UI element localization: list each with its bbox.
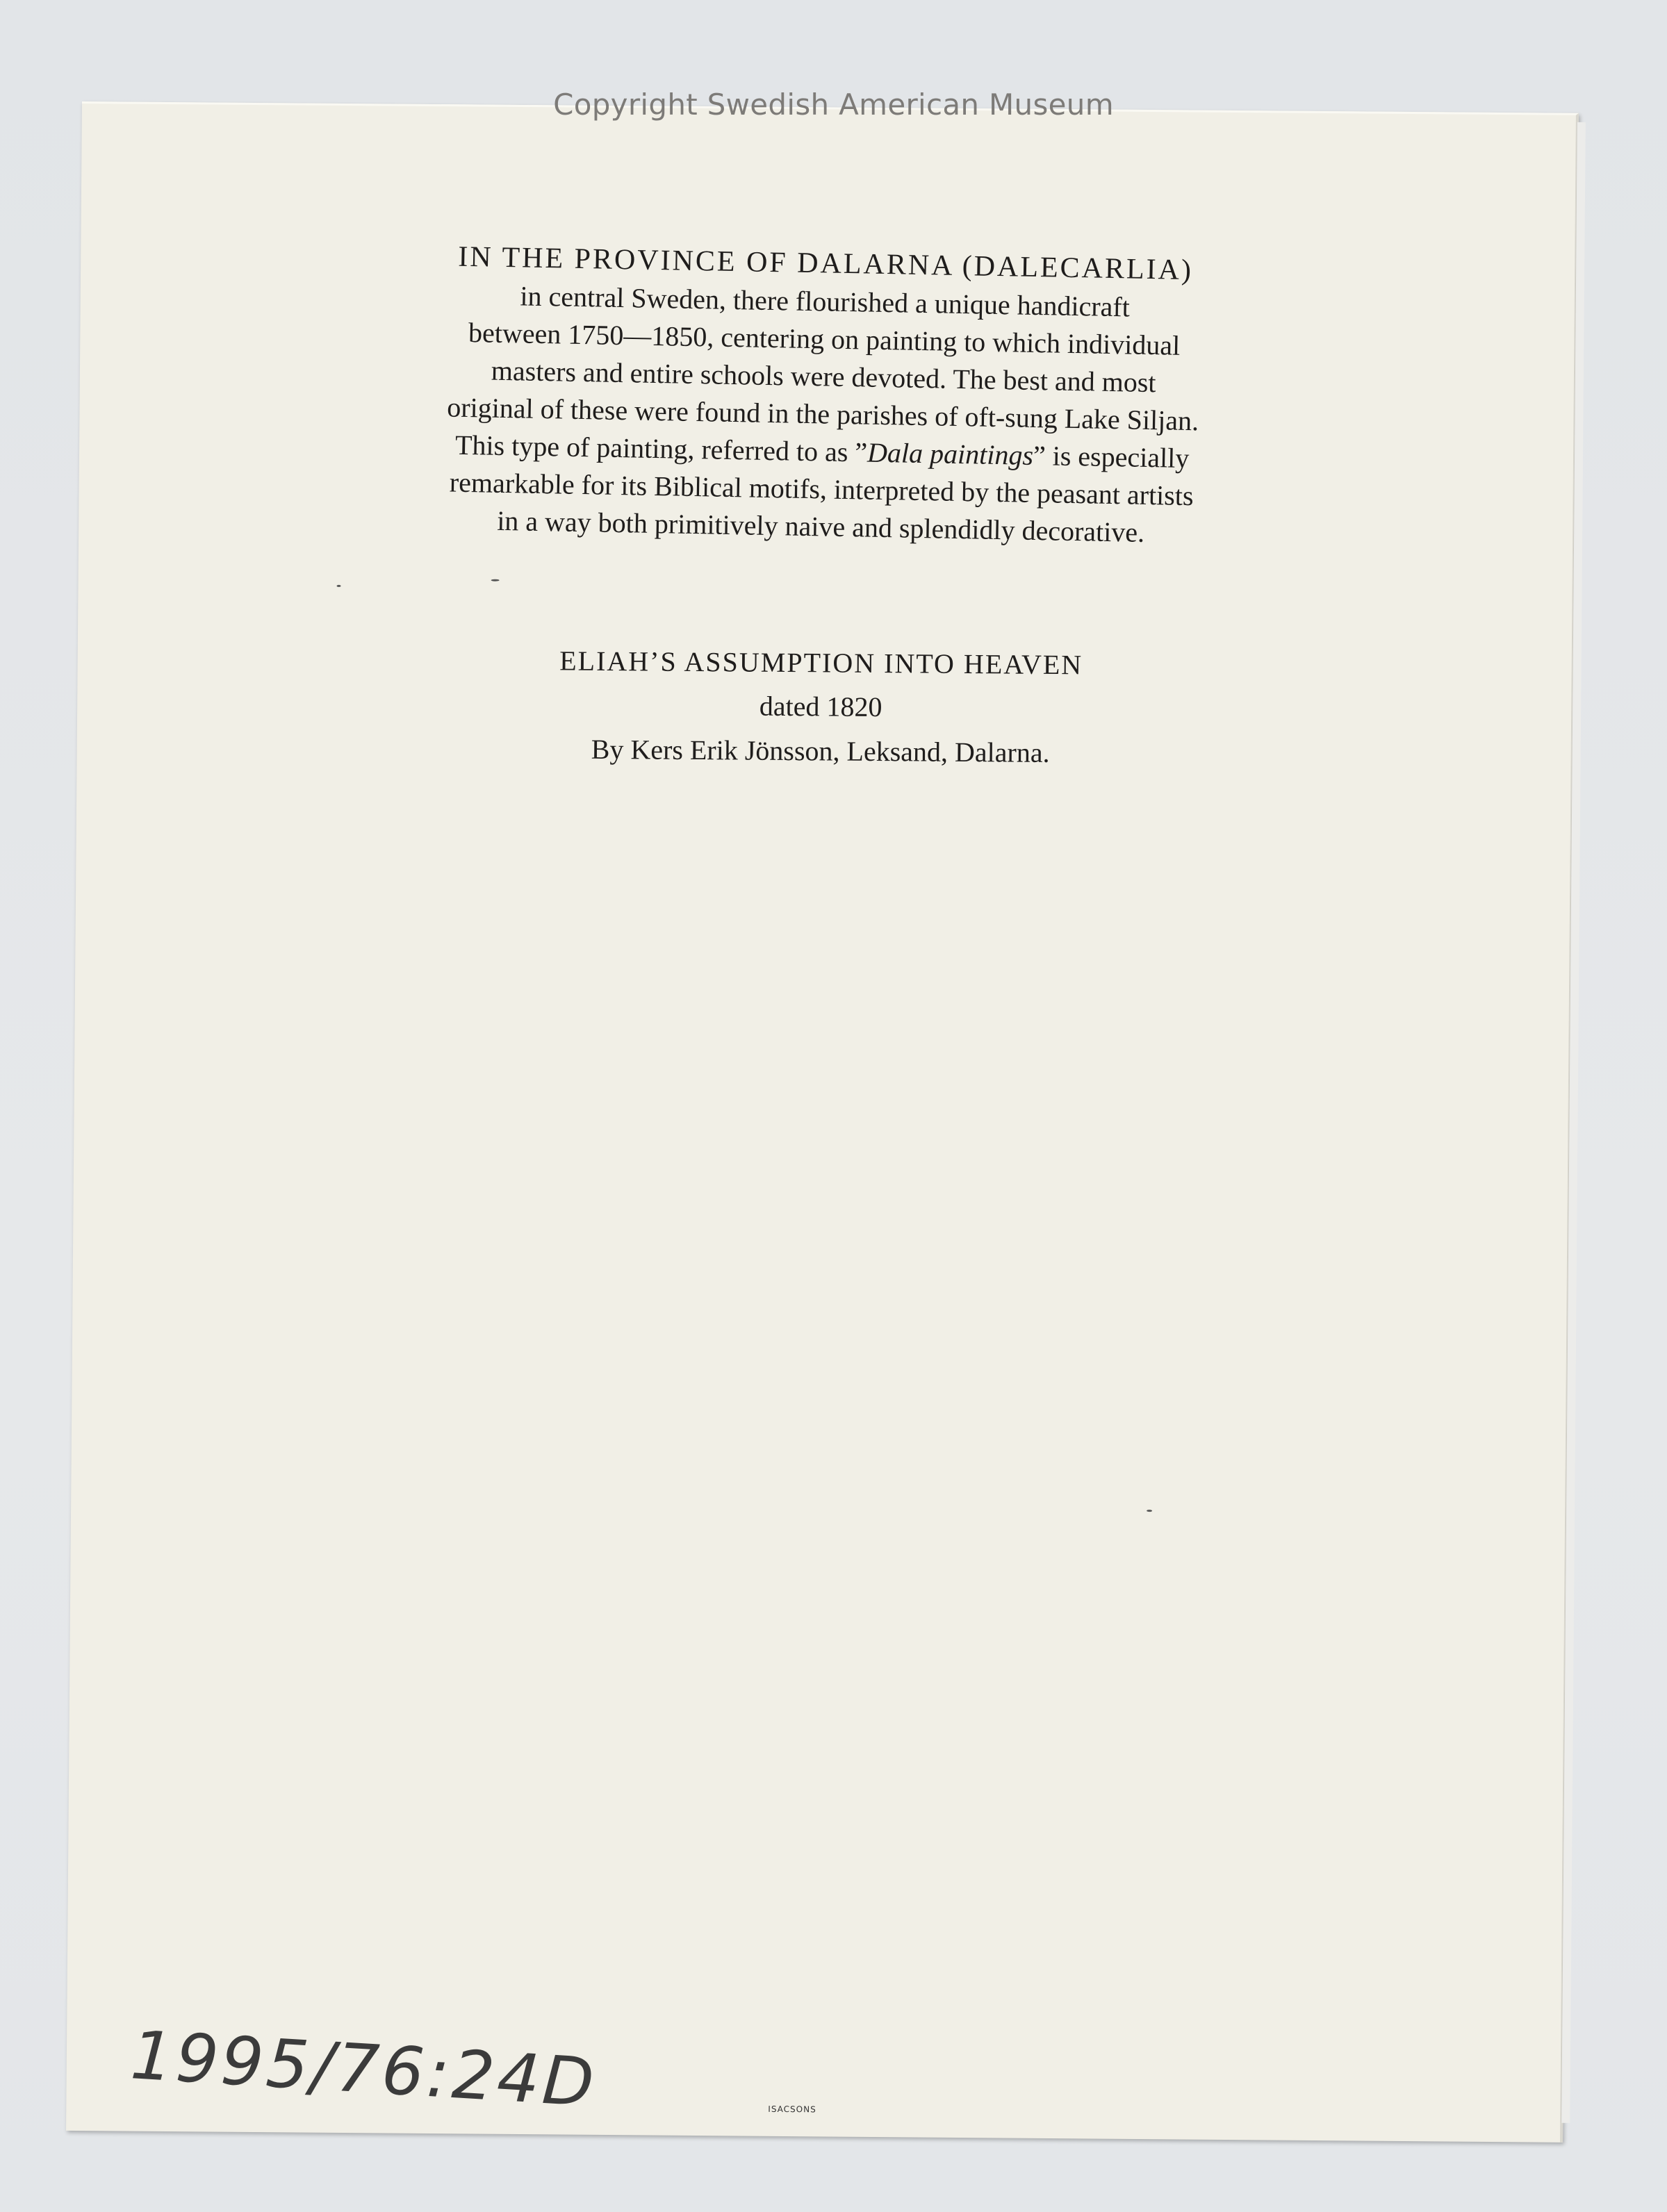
intro-line: between 1750—1850, centering on painting to which individual (468, 317, 1181, 361)
document-content (66, 104, 1576, 2143)
paper-speck (337, 585, 341, 587)
intro-paragraph (286, 234, 1361, 555)
intro-line: in a way both primitively naive and splendidly decorative. (496, 504, 1145, 548)
artwork-title: ELIAH’S ASSUMPTION INTO HEAVEN (559, 645, 1083, 681)
printer-mark: ISACSONS (768, 2104, 816, 2115)
intro-line: original of these were found in the parishes of oft-sung Lake Siljan. (446, 391, 1199, 437)
handwritten-catalog-number: 1995/76:24D (129, 2016, 599, 2122)
artwork-artist: By Kers Erik Jönsson, Leksand, Dalarna. (591, 733, 1050, 768)
intro-line: in central Sweden, there flourished a unique handicraft (520, 280, 1131, 323)
paper-speck (491, 579, 500, 581)
intro-line: remarkable for its Biblical motifs, interpreted by the peasant artists (449, 466, 1194, 512)
copyright-watermark: Copyright Swedish American Museum (553, 88, 1114, 122)
intro-heading: IN THE PROVINCE OF DALARNA (DALECARLIA) (457, 240, 1194, 287)
artwork-caption (368, 638, 1272, 777)
dala-paintings-term: Dala paintings (867, 436, 1034, 471)
paper-speck (1147, 1510, 1152, 1512)
intro-line-suffix: ” is especially (1033, 439, 1190, 474)
intro-line-prefix: This type of painting, referred to as ” (454, 429, 868, 468)
document-sheet (66, 101, 1579, 2143)
intro-line: masters and entire schools were devoted. The best and most (491, 354, 1156, 399)
artwork-date: dated 1820 (759, 690, 882, 723)
